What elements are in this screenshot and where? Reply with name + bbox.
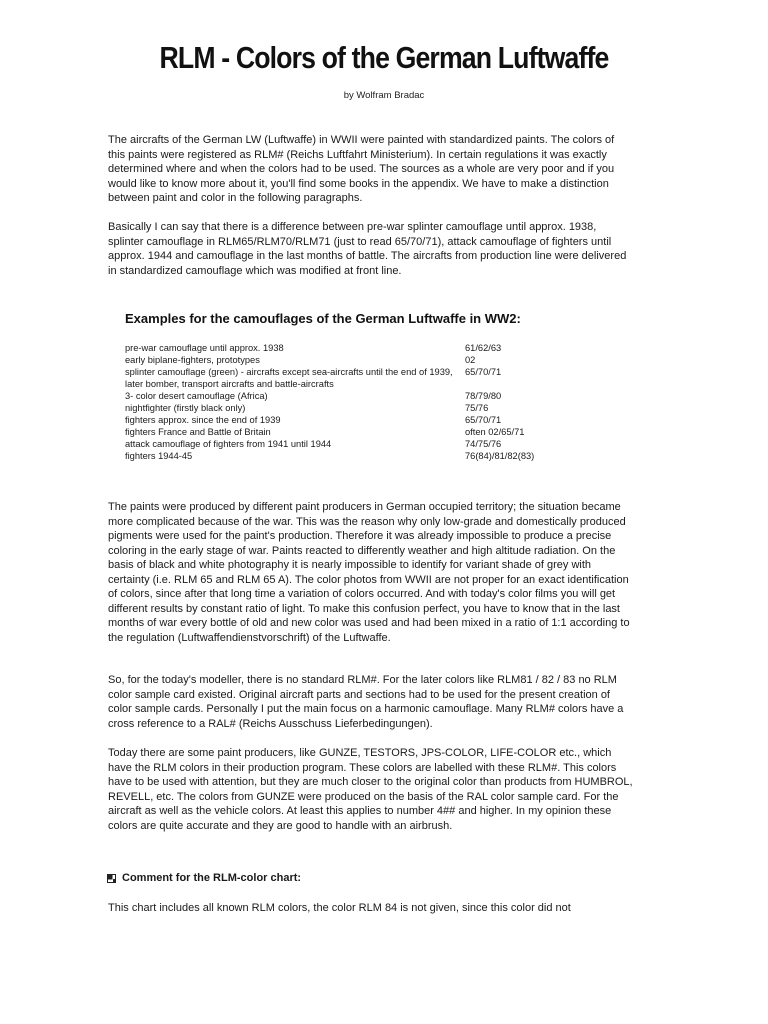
table-row <box>125 342 565 354</box>
camouflage-description: fighters 1944-45 <box>125 451 193 461</box>
modeller-paragraph: So, for the today's modeller, there is no standard RLM#. For the later colors like RLM81 / 82 / 83 no RLM color sample card existed. Original aircraft parts and sections had to be used for the present creation of color sample cards. Personally I put the main focus on a harmonic camouflage. Many RLM# colors have a cross reference to a RAL# (Reichs Ausschuss Lieferbedingungen). <box>108 674 624 730</box>
comment-heading <box>107 872 301 884</box>
table-row <box>125 450 565 462</box>
intro-paragraph: The aircrafts of the German LW (Luftwaffe) in WWII were painted with standardized paints. The colors of this paints were registered as RLM# (Reichs Luftfahrt Ministerium). In certain regulations it was exactly determined where and when the colors had to be used. The sources as a whole are very poor and if you would like to know more about it, you'll find some books in the appendix. We have to make a distinction between paint and color in the following paragraphs. <box>108 134 615 204</box>
table-row <box>125 390 565 402</box>
checker-icon <box>107 874 116 883</box>
rlm-code: 74/75/76 <box>465 439 502 449</box>
table-row <box>125 402 565 414</box>
camouflage-examples-heading: Examples for the camouflages of the German Luftwaffe in WW2: <box>125 311 521 326</box>
paint-producers-paragraph: Today there are some paint producers, like GUNZE, TESTORS, JPS-COLOR, LIFE-COLOR etc., which have the RLM colors in their production program. These colors are labelled with these RLM#. This colors have to be used with attention, but they are much closer to the original color than products from HUMBROL, REVELL, etc. The colors from GUNZE were produced on the basis of the RAL color sample card. For the aircraft as well as the vehicle colors. At least this applies to number 4## and higher. In my opinion these colors are quite accurate and they are good to handle with an airbrush. <box>108 747 633 832</box>
comment-heading-label: Comment for the RLM-color chart: <box>122 872 302 884</box>
page-title: RLM - Colors of the German Luftwaffe <box>159 40 609 75</box>
table-row <box>125 414 565 426</box>
rlm-code: 65/70/71 <box>465 367 502 377</box>
camouflage-description: nightfighter (firstly black only) <box>125 403 246 413</box>
author-byline: by Wolfram Bradac <box>343 90 425 101</box>
rlm-code: 02 <box>465 355 476 365</box>
rlm-code: 78/79/80 <box>465 391 502 401</box>
table-row <box>125 354 565 366</box>
rlm-code: 65/70/71 <box>465 415 502 425</box>
table-row <box>125 426 565 438</box>
camouflage-description: early biplane-fighters, prototypes <box>125 355 260 365</box>
table-row <box>125 366 565 390</box>
camouflage-table <box>125 342 565 462</box>
camouflage-description: pre-war camouflage until approx. 1938 <box>125 343 284 353</box>
camouflage-description: fighters approx. since the end of 1939 <box>125 415 281 425</box>
camouflage-description: 3- color desert camouflage (Africa) <box>125 391 268 401</box>
camouflage-description: attack camouflage of fighters from 1941 until 1944 <box>125 439 332 449</box>
camouflage-description: fighters France and Battle of Britain <box>125 427 271 437</box>
table-row <box>125 438 565 450</box>
camouflage-description: splinter camouflage (green) - aircrafts except sea-aircrafts until the end of 1939, later bomber, transport aircrafts and battle-aircrafts <box>125 367 453 389</box>
chart-comment-paragraph: This chart includes all known RLM colors, the color RLM 84 is not given, since this color did not <box>108 902 571 914</box>
rlm-code: 61/62/63 <box>465 343 502 353</box>
paint-production-paragraph: The paints were produced by different paint producers in German occupied territory; the situation became more complicated because of the war. This was the reason why only low-grade and domestically produced pigments were used for the paint's production. Therefore it was already impossible to produce a precise coloring in the early stage of war. Paints reacted to differently weather and high altitude radiation. On the basis of black and white photography it is nearly impossible to identify for variant shade of grey with certainty (i.e. RLM 65 and RLM 65 A). The color photos from WWII are not proper for an exact identification of colors, since after that long time a variation of colors occurred. And with today's color films you will get different results by constant ratio of light. To make this confusion perfect, you have to know that in the last months of war every bottle of old and new color was used and had been mixed in a ratio of 1:1 according to the regulation (Luftwaffendienstvorschrift) of the Luftwaffe. <box>108 501 630 644</box>
rlm-code: 76(84)/81/82(83) <box>465 451 535 461</box>
rlm-code: often 02/65/71 <box>465 427 525 437</box>
rlm-code: 75/76 <box>465 403 489 413</box>
camouflage-overview-paragraph: Basically I can say that there is a difference between pre-war splinter camouflage until approx. 1938, splinter camouflage in RLM65/RLM70/RLM71 (just to read 65/70/71), attack camouflage of fighters until approx. 1944 and camouflage in the last months of battle. The aircrafts from production line were delivered in standardized camouflage which was modified at front line. <box>108 221 627 277</box>
